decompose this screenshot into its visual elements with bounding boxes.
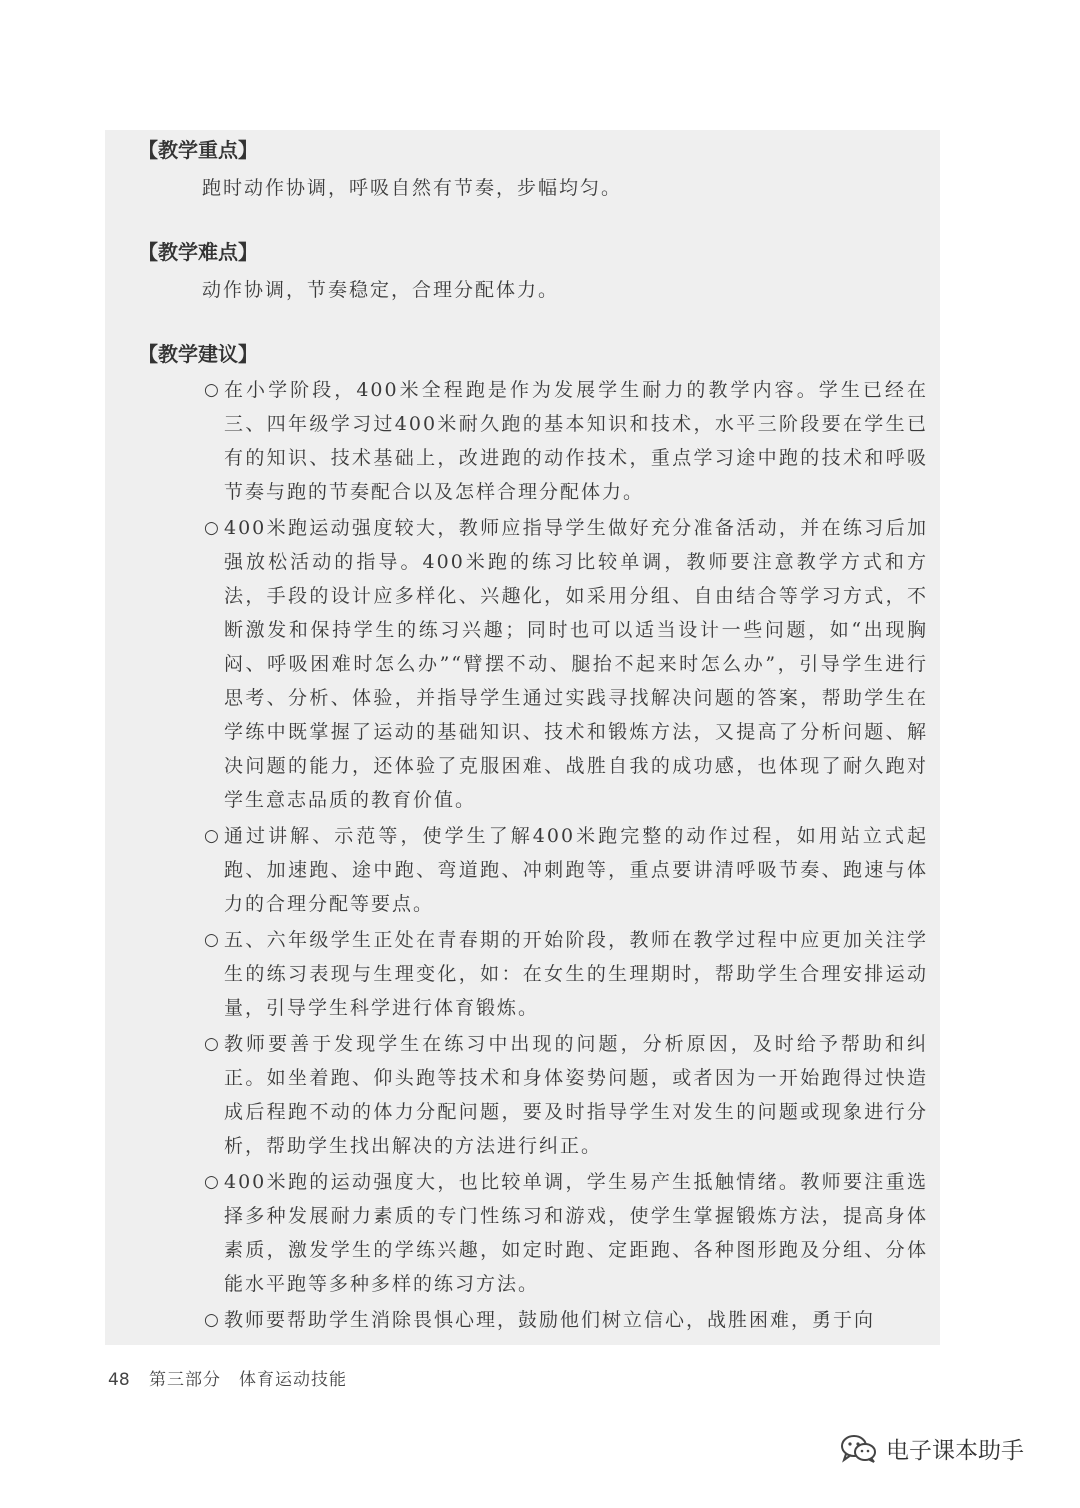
difficulties-heading: 【教学难点】 [138, 240, 258, 264]
page-number: 48 [108, 1370, 130, 1390]
bullet-circle-icon: ○ [204, 518, 221, 538]
difficulties-text: 动作协调，节奏稳定，合理分配体力。 [202, 279, 560, 301]
list-item [204, 373, 928, 509]
bullet-circle-icon: ○ [204, 826, 221, 846]
bullet-circle-icon: ○ [204, 380, 221, 400]
suggestions-heading: 【教学建议】 [138, 342, 258, 366]
list-item [204, 511, 928, 817]
bullet-circle-icon: ○ [204, 930, 221, 950]
list-item-text: 通过讲解、示范等，使学生了解400米跑完整的动作过程，如用站立式起跑、加速跑、途中跑、弯道跑、冲刺跑等，重点要讲清呼吸节奏、跑速与体力的合理分配等要点。 [224, 825, 928, 915]
watermark-text: 电子课本助手 [886, 1438, 1024, 1464]
page-content [138, 135, 928, 1339]
watermark [840, 1432, 1024, 1465]
key-points-text: 跑时动作协调，呼吸自然有节奏，步幅均匀。 [202, 177, 623, 199]
wechat-icon [840, 1434, 878, 1464]
suggestions-list [204, 373, 928, 1337]
list-item [204, 819, 928, 921]
key-points-heading: 【教学重点】 [138, 138, 258, 162]
list-item [204, 1165, 928, 1301]
list-item [204, 1027, 928, 1163]
bullet-circle-icon: ○ [204, 1172, 221, 1192]
list-item-text: 教师要帮助学生消除畏惧心理，鼓励他们树立信心，战胜困难，勇于向 [224, 1309, 876, 1331]
list-item-text: 400米跑的运动强度大，也比较单调，学生易产生抵触情绪。教师要注重选择多种发展耐力素质的专门性练习和游戏，使学生掌握锻炼方法，提高身体素质，激发学生的学练兴趣，如定时跑、定距跑、各种图形跑及分组、分体能水平跑等多种多样的练习方法。 [224, 1171, 928, 1295]
list-item-text: 在小学阶段，400米全程跑是作为发展学生耐力的教学内容。学生已经在三、四年级学习过400米耐久跑的基本知识和技术，水平三阶段要在学生已有的知识、技术基础上，改进跑的动作技术，重点学习途中跑的技术和呼吸节奏与跑的节奏配合以及怎样合理分配体力。 [224, 379, 928, 503]
chapter-title: 第三部分 体育运动技能 [149, 1370, 348, 1390]
page-footer [108, 1365, 347, 1390]
list-item-text: 五、六年级学生正处在青春期的开始阶段，教师在教学过程中应更加关注学生的练习表现与生理变化，如：在女生的生理期时，帮助学生合理安排运动量，引导学生科学进行体育锻炼。 [224, 929, 928, 1019]
list-item-text: 教师要善于发现学生在练习中出现的问题，分析原因，及时给予帮助和纠正。如坐着跑、仰头跑等技术和身体姿势问题，或者因为一开始跑得过快造成后程跑不动的体力分配问题，要及时指导学生对发生的问题或现象进行分析，帮助学生找出解决的方法进行纠正。 [224, 1033, 928, 1157]
list-item [204, 1303, 928, 1337]
bullet-circle-icon: ○ [204, 1034, 221, 1054]
bullet-circle-icon: ○ [204, 1310, 221, 1330]
list-item [204, 923, 928, 1025]
list-item-text: 400米跑运动强度较大，教师应指导学生做好充分准备活动，并在练习后加强放松活动的指导。400米跑的练习比较单调，教师要注意教学方式和方法，手段的设计应多样化、兴趣化，如采用分组、自由结合等学习方式，不断激发和保持学生的练习兴趣；同时也可以适当设计一些问题，如“出现胸闷、呼吸困难时怎么办”“臂摆不动、腿抬不起来时怎么办”，引导学生进行思考、分析、体验，并指导学生通过实践寻找解决问题的答案，帮助学生在学练中既掌握了运动的基础知识、技术和锻炼方法，又提高了分析问题、解决问题的能力，还体验了克服困难、战胜自我的成功感，也体现了耐久跑对学生意志品质的教育价值。 [224, 517, 928, 811]
